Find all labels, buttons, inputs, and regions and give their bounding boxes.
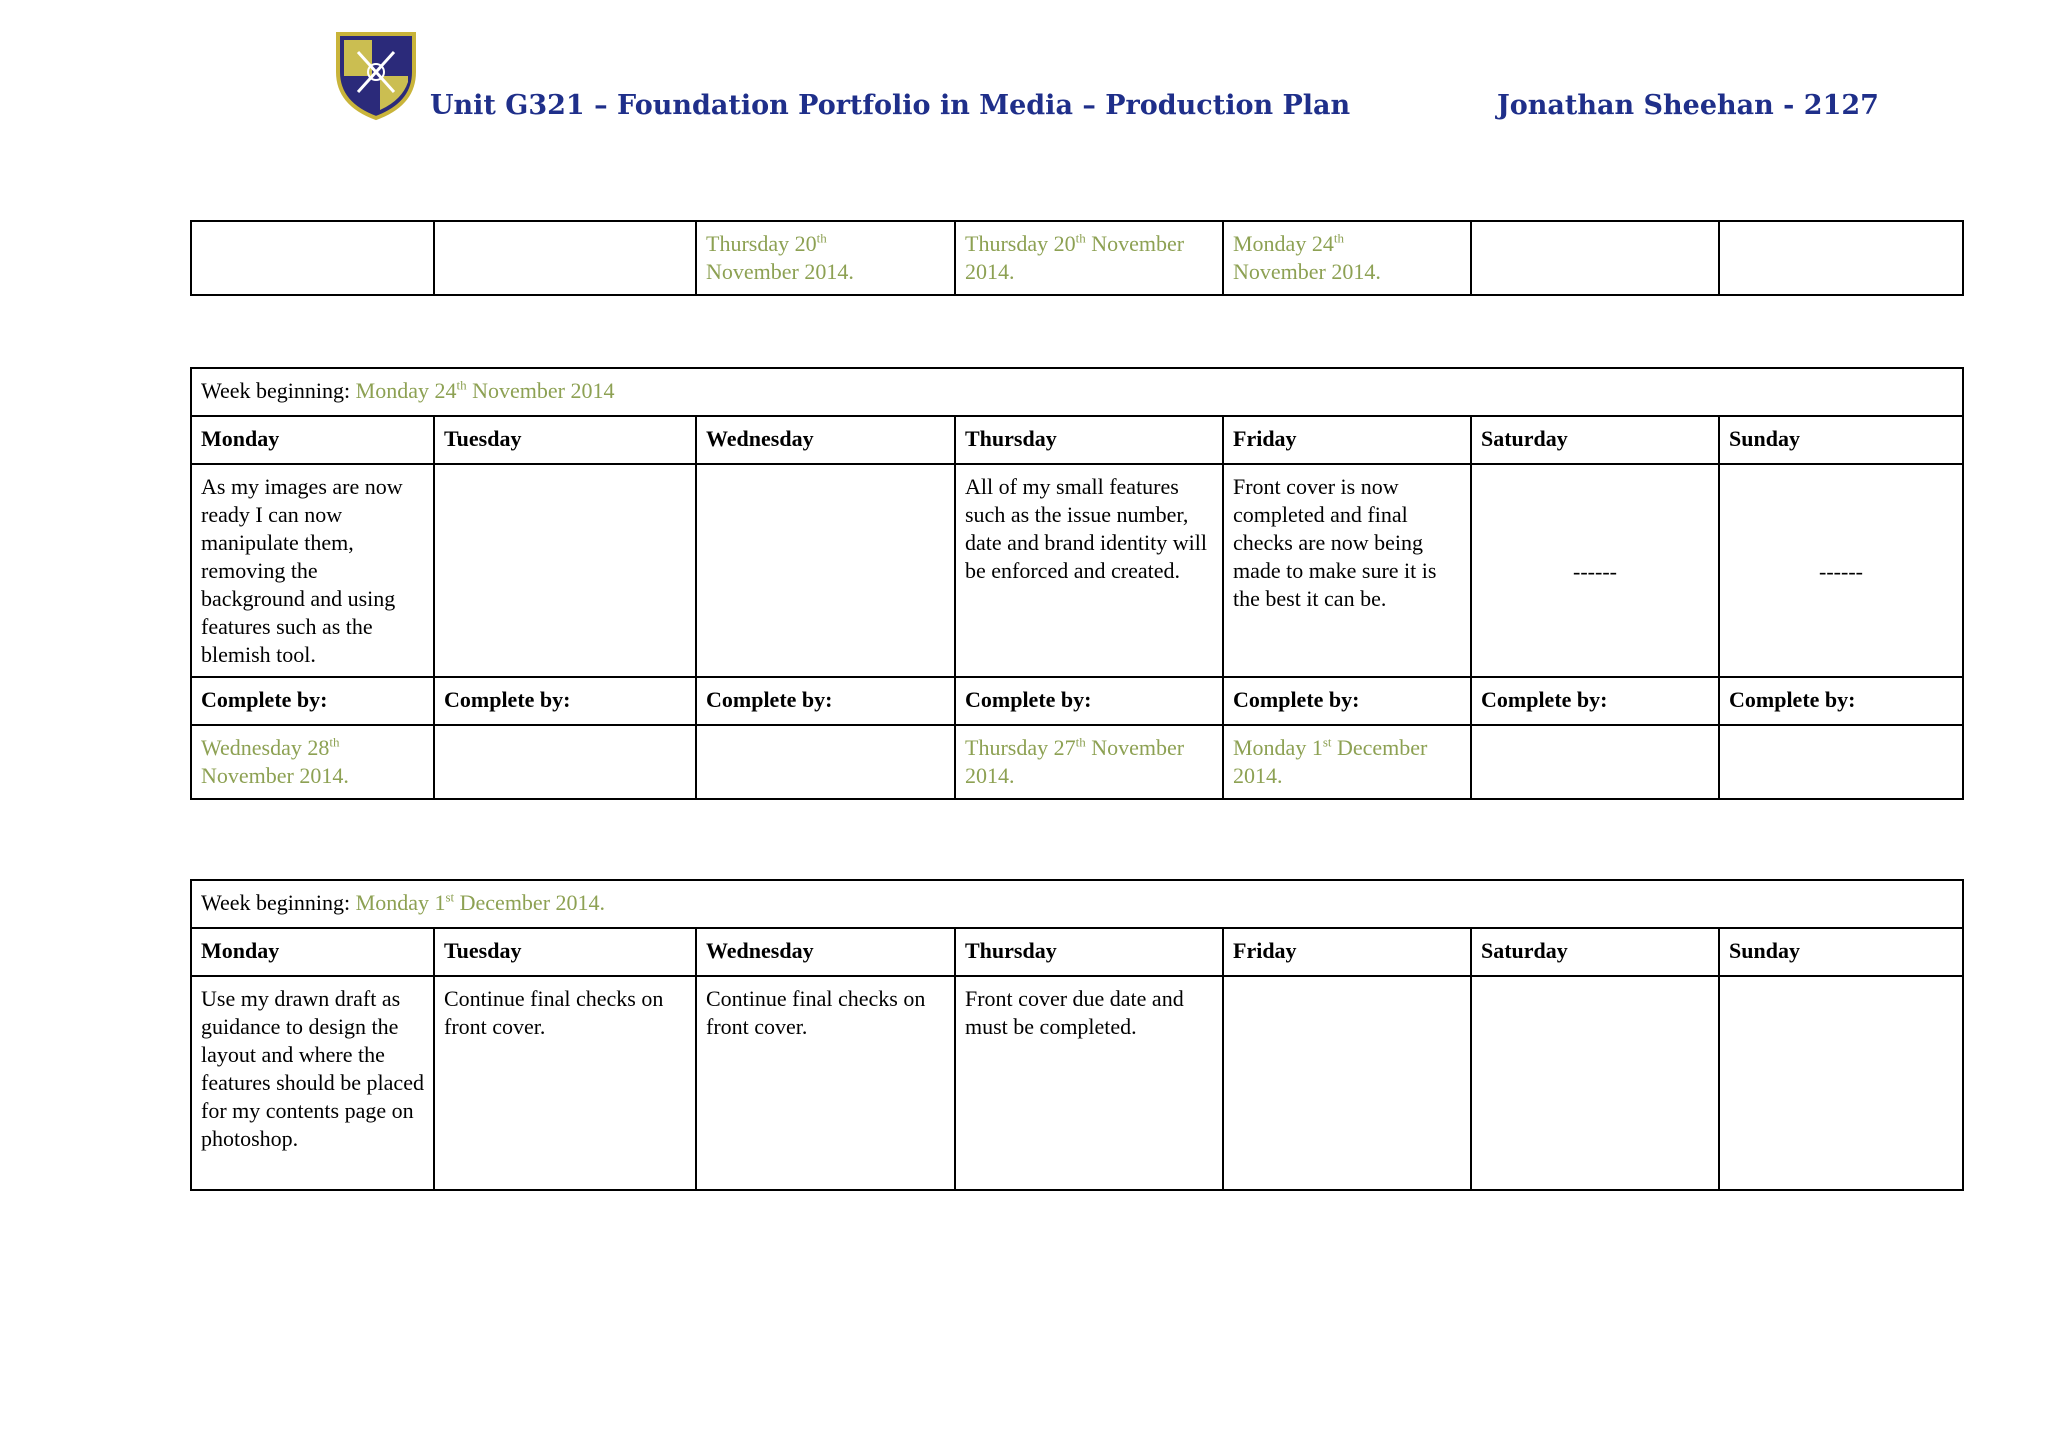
thursday-due-date: Thursday 27th November 2014.	[955, 725, 1223, 799]
day-header: Friday	[1223, 928, 1471, 976]
week-beginning-cell	[191, 368, 1963, 416]
empty-cell	[434, 464, 696, 677]
friday-due-date: Monday 1st December 2014.	[1223, 725, 1471, 799]
complete-by-label: Complete by:	[1719, 677, 1963, 725]
day-header: Tuesday	[434, 416, 696, 464]
day-header: Thursday	[955, 416, 1223, 464]
day-header: Sunday	[1719, 928, 1963, 976]
day-header: Saturday	[1471, 928, 1719, 976]
day-header: Wednesday	[696, 928, 955, 976]
empty-cell	[1223, 976, 1471, 1190]
empty-cell	[1471, 221, 1719, 295]
wednesday-due-date: Thursday 20th November 2014.	[696, 221, 955, 295]
day-header-row	[191, 416, 1963, 464]
day-header: Thursday	[955, 928, 1223, 976]
author-name: Jonathan Sheehan - 2127	[1497, 90, 1879, 121]
complete-by-label: Complete by:	[1471, 677, 1719, 725]
school-crest-icon	[332, 26, 420, 122]
due-date-row	[191, 725, 1963, 799]
empty-cell	[1719, 976, 1963, 1190]
complete-by-row	[191, 677, 1963, 725]
monday-due-date: Wednesday 28th November 2014.	[191, 725, 434, 799]
day-header: Monday	[191, 416, 434, 464]
thursday-task: Front cover due date and must be completed.	[955, 976, 1223, 1190]
monday-task: Use my drawn draft as guidance to design the layout and where the features should be placed for my contents page on photoshop.	[191, 976, 434, 1190]
day-header: Tuesday	[434, 928, 696, 976]
day-header: Friday	[1223, 416, 1471, 464]
sunday-task: ------	[1719, 464, 1963, 677]
thursday-due-date: Thursday 20th November 2014.	[955, 221, 1223, 295]
week-24-nov-table	[190, 367, 1964, 800]
complete-by-label: Complete by:	[1223, 677, 1471, 725]
week-start-date: Monday 1st December 2014.	[355, 889, 606, 915]
wednesday-task: Continue final checks on front cover.	[696, 976, 955, 1190]
empty-cell	[1719, 221, 1963, 295]
friday-task: Front cover is now completed and final checks are now being made to make sure it is the best it can be.	[1223, 464, 1471, 677]
week-start-date: Monday 24th November 2014	[355, 377, 615, 403]
week-beginning-cell	[191, 880, 1963, 928]
empty-cell	[1471, 976, 1719, 1190]
complete-by-label: Complete by:	[191, 677, 434, 725]
empty-cell	[696, 725, 955, 799]
empty-cell	[191, 221, 434, 295]
empty-cell	[434, 725, 696, 799]
day-header: Sunday	[1719, 416, 1963, 464]
task-row	[191, 976, 1963, 1190]
day-header-row	[191, 928, 1963, 976]
week-beginning-row	[191, 880, 1963, 928]
thursday-task: All of my small features such as the issue number, date and brand identity will be enforced and created.	[955, 464, 1223, 677]
monday-task: As my images are now ready I can now manipulate them, removing the background and using features such as the blemish tool.	[191, 464, 434, 677]
previous-week-dates-table	[190, 220, 1964, 296]
saturday-task: ------	[1471, 464, 1719, 677]
empty-cell	[434, 221, 696, 295]
week-beginning-label: Week beginning:	[201, 378, 356, 403]
empty-cell	[696, 464, 955, 677]
day-header: Wednesday	[696, 416, 955, 464]
empty-cell	[1471, 725, 1719, 799]
complete-by-label: Complete by:	[434, 677, 696, 725]
week-1-dec-table	[190, 879, 1964, 1191]
week-beginning-row	[191, 368, 1963, 416]
task-row	[191, 464, 1963, 677]
table-row	[191, 221, 1963, 295]
day-header: Saturday	[1471, 416, 1719, 464]
document-title: Unit G321 – Foundation Portfolio in Media – Production Plan	[430, 90, 1351, 121]
day-header: Monday	[191, 928, 434, 976]
complete-by-label: Complete by:	[955, 677, 1223, 725]
complete-by-label: Complete by:	[696, 677, 955, 725]
week-beginning-label: Week beginning:	[201, 890, 356, 915]
tuesday-task: Continue final checks on front cover.	[434, 976, 696, 1190]
friday-due-date: Monday 24th November 2014.	[1223, 221, 1471, 295]
empty-cell	[1719, 725, 1963, 799]
